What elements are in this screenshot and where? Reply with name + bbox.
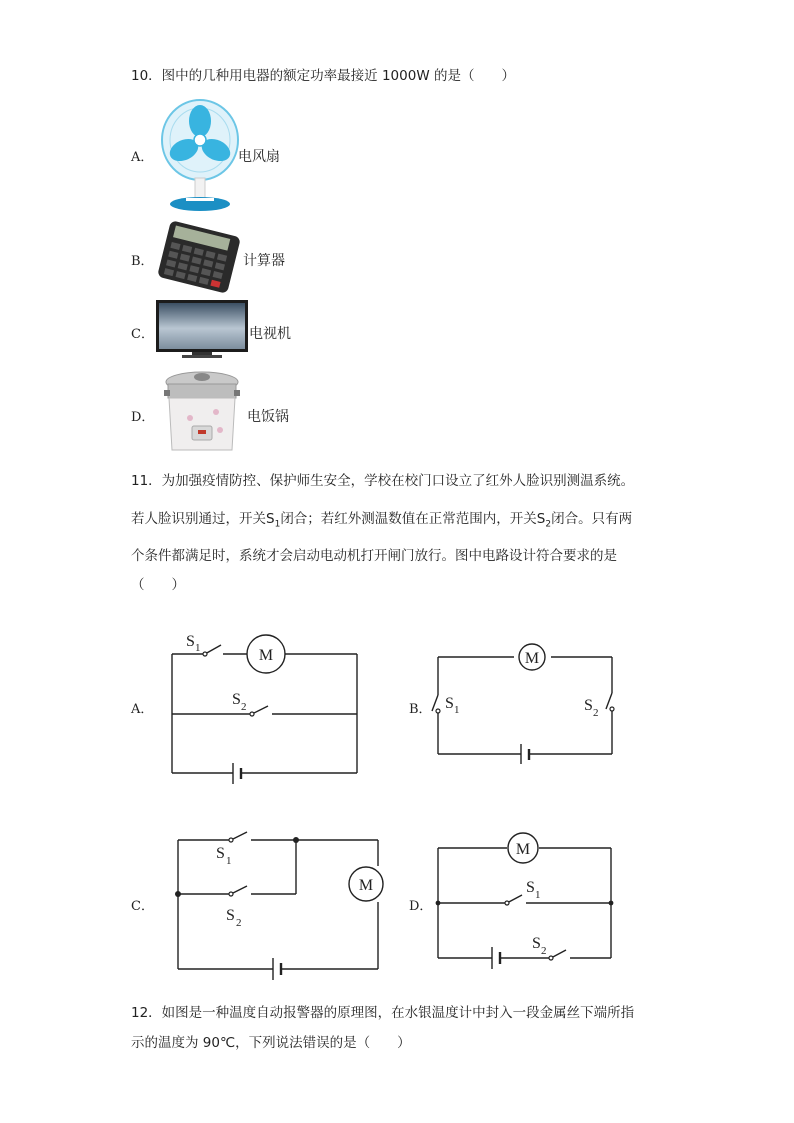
svg-text:2: 2: [541, 945, 547, 957]
svg-text:1: 1: [535, 889, 541, 901]
q11-option-b-letter: B．: [409, 702, 432, 717]
svg-text:1: 1: [195, 642, 201, 654]
svg-text:2: 2: [236, 917, 242, 929]
q11-option-a-letter: A．: [131, 702, 154, 717]
svg-text:S: S: [216, 845, 225, 862]
svg-text:S: S: [226, 907, 235, 924]
svg-text:S: S: [186, 633, 195, 650]
svg-text:1: 1: [226, 855, 232, 867]
q10-option-c-letter: C．: [131, 327, 154, 342]
q11-option-c-letter: C．: [131, 899, 154, 914]
svg-text:1: 1: [454, 704, 460, 716]
q10-option-b-letter: B．: [131, 254, 154, 269]
q10-option-b-name: 计算器: [243, 253, 285, 269]
svg-text:S: S: [532, 935, 541, 952]
q12-line2: 示的温度为 90℃，下列说法错误的是（ ）: [131, 1035, 411, 1051]
q10-option-a-letter: A．: [131, 150, 154, 165]
q11-line3: 个条件都满足时，系统才会启动电动机打开闸门放行。图中电路设计符合要求的是: [131, 548, 617, 564]
q10-option-d-letter: D．: [131, 410, 155, 425]
svg-text:2: 2: [241, 701, 247, 713]
q10-option-c-name: 电视机: [249, 326, 291, 342]
q11-line4: （ ）: [131, 577, 185, 593]
svg-text:2: 2: [593, 707, 599, 719]
q11-line2: 若人脸识别通过，开关$S_1$闭合；若红外测温数值在正常范围内，开关$S_2$闭合。只有两: [131, 511, 633, 530]
q10-option-d-name: 电饭锅: [247, 409, 289, 425]
svg-text:S: S: [526, 879, 535, 896]
q10-stem: 10．图中的几种用电器的额定功率最接近 1000W 的是（ ）: [131, 68, 515, 84]
svg-text:M: M: [515, 841, 531, 858]
svg-text:M: M: [358, 877, 374, 894]
q10-option-a-name: 电风扇: [238, 149, 280, 165]
svg-text:M: M: [258, 647, 274, 664]
svg-text:M: M: [524, 650, 540, 667]
q12-line1: 12．如图是一种温度自动报警器的原理图，在水银温度计中封入一段金属丝下端所指: [131, 1005, 635, 1021]
q11-option-d-letter: D．: [409, 899, 433, 914]
svg-text:S: S: [584, 697, 593, 714]
svg-text:S: S: [445, 695, 454, 712]
q11-line1: 11．为加强疫情防控、保护师生安全，学校在校门口设立了红外人脸识别测温系统。: [131, 473, 635, 489]
svg-text:S: S: [232, 691, 241, 708]
